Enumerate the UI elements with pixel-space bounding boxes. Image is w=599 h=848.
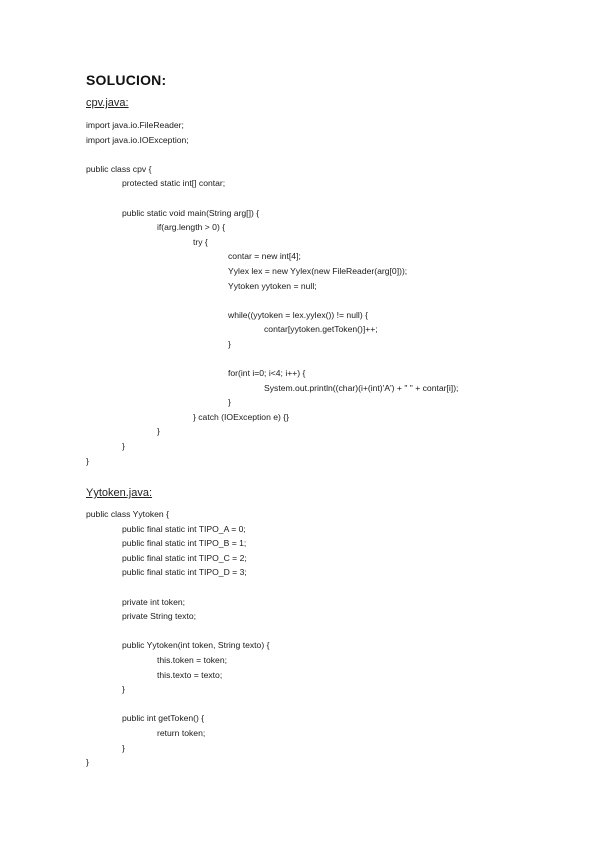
file-title-cpv: cpv.java: <box>86 97 129 109</box>
code-line: this.token = token; <box>157 654 227 665</box>
code-line: } <box>122 441 125 452</box>
code-line <box>86 191 458 206</box>
code-line: if(arg.length > 0) { <box>157 222 226 233</box>
code-line: public final static int TIPO_C = 2; <box>122 552 247 563</box>
code-block-yytoken <box>86 507 269 770</box>
code-block-cpv <box>86 118 458 468</box>
code-line: } <box>86 757 89 768</box>
code-line: public Yytoken(int token, String texto) { <box>122 640 270 651</box>
code-line: } <box>122 684 125 695</box>
code-line <box>86 624 269 639</box>
solution-heading: SOLUCION: <box>86 72 167 88</box>
code-line: contar = new int[4]; <box>228 251 301 262</box>
code-line: } <box>157 426 160 437</box>
code-line: System.out.println((char)(i+(int)'A') + " " + contar[i]); <box>264 382 459 393</box>
code-line: public class cpv { <box>86 163 152 174</box>
code-line <box>86 697 269 712</box>
code-line: public class Yytoken { <box>86 509 169 519</box>
code-line: Yytoken yytoken = null; <box>228 280 317 291</box>
code-line: public static void main(String arg[]) { <box>122 207 260 218</box>
code-line: public final static int TIPO_A = 0; <box>122 523 246 534</box>
code-line: } catch (IOException e) {} <box>193 411 290 422</box>
code-line: public final static int TIPO_D = 3; <box>122 567 247 578</box>
code-line <box>86 293 458 308</box>
code-line: } <box>228 397 231 408</box>
file-title-yytoken: Yytoken.java: <box>86 487 153 499</box>
code-line: return token; <box>157 727 206 738</box>
code-line: private String texto; <box>122 611 197 622</box>
code-line: for(int i=0; i<4; i++) { <box>228 368 306 379</box>
code-line: public int getToken() { <box>122 713 205 724</box>
code-line: try { <box>193 236 208 247</box>
code-line <box>86 352 458 367</box>
code-line <box>86 147 458 162</box>
code-line <box>86 580 269 595</box>
code-line: Yylex lex = new Yylex(new FileReader(arg[0])); <box>228 265 408 276</box>
code-line: public final static int TIPO_B = 1; <box>122 538 247 549</box>
code-line: import java.io.FileReader; <box>86 120 184 130</box>
code-line: protected static int[] contar; <box>122 178 226 189</box>
code-line: } <box>228 338 231 349</box>
code-line: private int token; <box>122 596 186 607</box>
code-line: this.texto = texto; <box>157 669 223 680</box>
code-line: contar[yytoken.getToken()]++; <box>264 324 378 335</box>
code-line: while((yytoken = lex.yylex()) != null) { <box>228 309 368 320</box>
code-line: } <box>122 742 125 753</box>
code-line: } <box>86 455 89 466</box>
code-line: import java.io.IOException; <box>86 134 189 145</box>
